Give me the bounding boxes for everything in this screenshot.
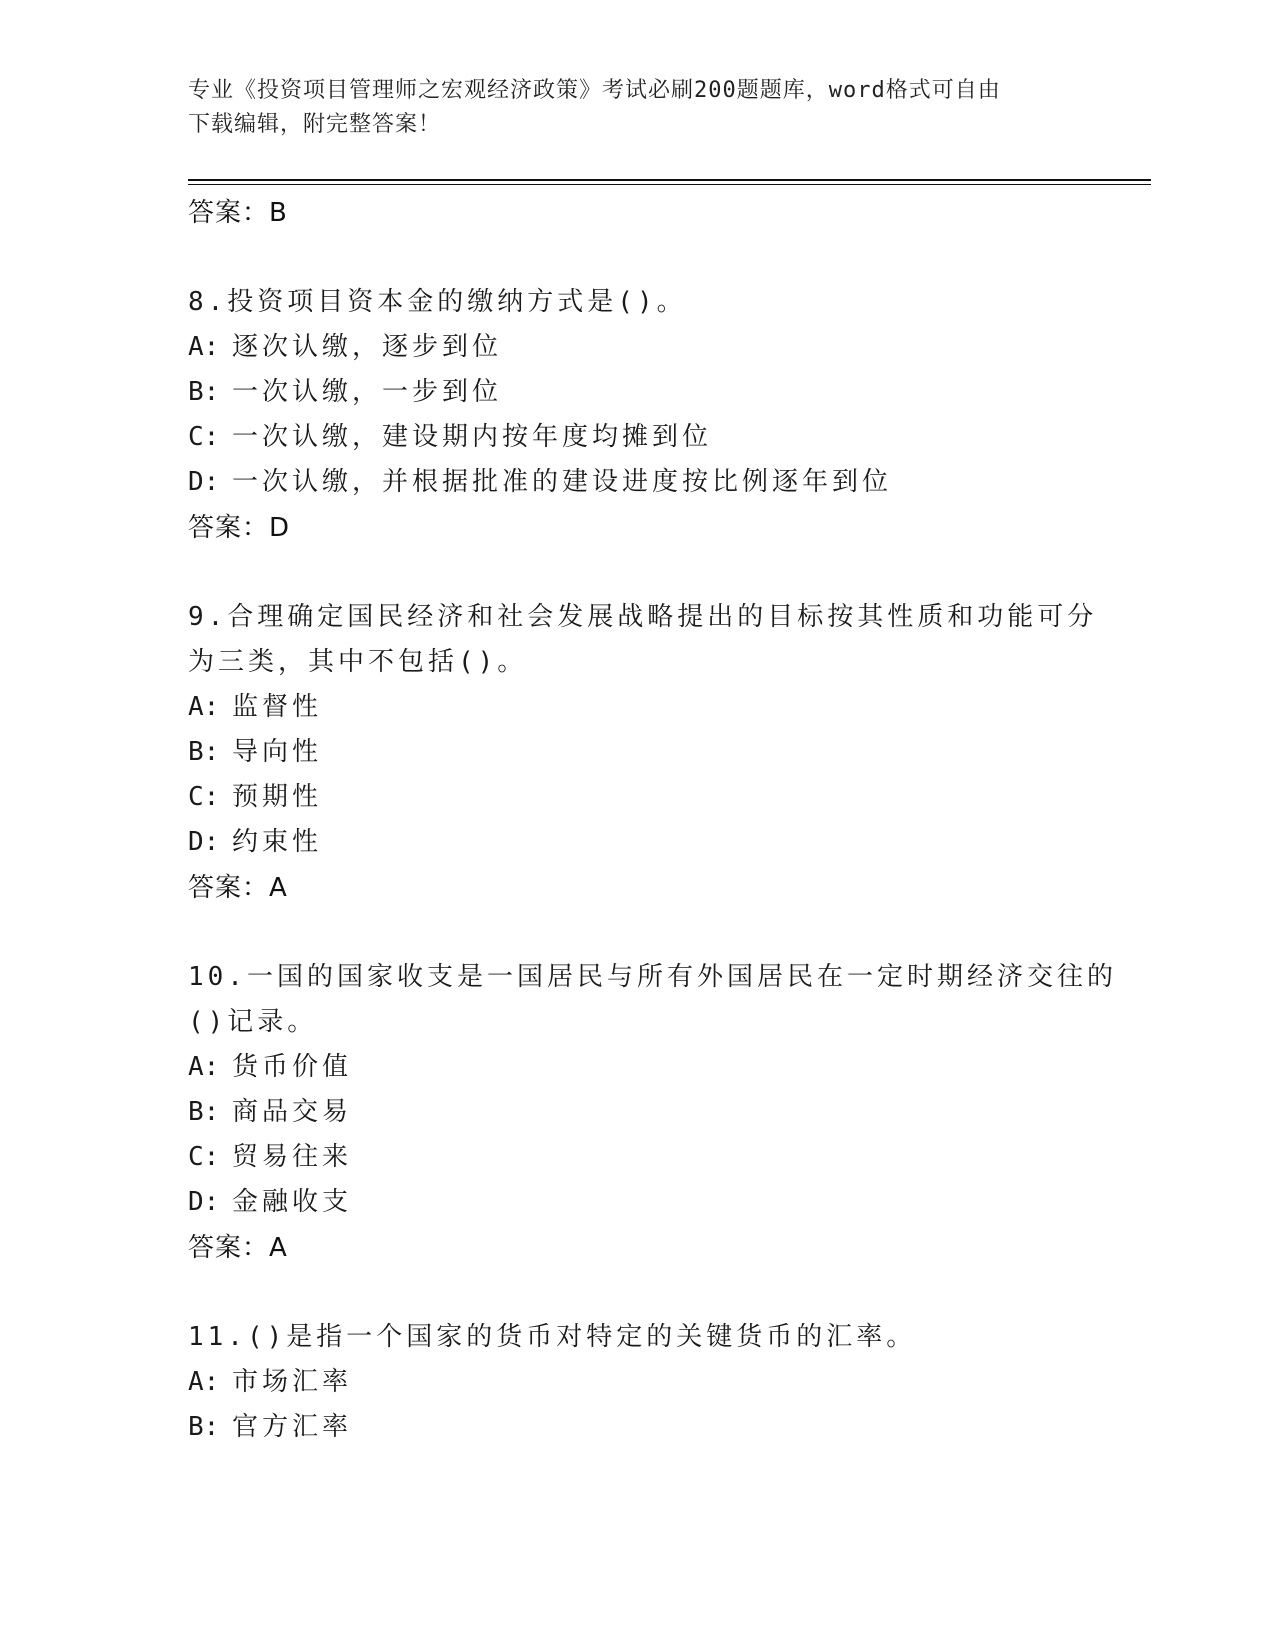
answer-line: 答案：A [188, 872, 288, 903]
question-9 [188, 595, 1098, 910]
option-c [188, 775, 1088, 820]
option-c [188, 1135, 1088, 1180]
option-text: 官方汇率 [232, 1412, 353, 1442]
option-text: 导向性 [232, 737, 323, 767]
question-text-cont: ()记录。 [188, 1007, 318, 1037]
header-divider-thin [188, 184, 1151, 185]
option-key: B: [188, 1412, 220, 1442]
option-key: D: [188, 827, 220, 857]
header-line-1: 专业《投资项目管理师之宏观经济政策》考试必刷200题题库，word格式可自由 [188, 78, 1001, 103]
question-11 [188, 1315, 1088, 1450]
option-key: B: [188, 737, 220, 767]
option-text: 一次认缴，并根据批准的建设进度按比例逐年到位 [232, 467, 893, 497]
document-header [188, 74, 1068, 142]
answer-line: 答案：D [188, 512, 291, 543]
option-key: D: [188, 467, 220, 497]
question-text: 10.一国的国家收支是一国居民与所有外国居民在一定时期经济交往的 [188, 962, 1117, 992]
question-10 [188, 955, 1117, 1270]
option-d [188, 1180, 1088, 1225]
question-text-cont: 为三类，其中不包括()。 [188, 647, 528, 677]
answer-line: 答案：A [188, 1232, 288, 1263]
option-b [188, 370, 1088, 415]
option-key: A: [188, 1052, 220, 1082]
option-text: 金融收支 [232, 1187, 353, 1217]
option-key: B: [188, 377, 220, 407]
option-b [188, 1405, 1088, 1450]
option-a [188, 1045, 1088, 1090]
option-text: 市场汇率 [232, 1367, 353, 1397]
option-key: B: [188, 1097, 220, 1127]
option-key: C: [188, 1142, 220, 1172]
option-a [188, 1360, 1088, 1405]
question-text: 8.投资项目资本金的缴纳方式是()。 [188, 287, 687, 317]
header-line-2: 下载编辑，附完整答案！ [188, 112, 442, 137]
option-text: 货币价值 [232, 1052, 353, 1082]
option-key: D: [188, 1187, 220, 1217]
option-text: 逐次认缴，逐步到位 [232, 332, 503, 362]
option-key: C: [188, 782, 220, 812]
option-text: 预期性 [232, 782, 323, 812]
option-key: A: [188, 1367, 220, 1397]
option-text: 一次认缴，建设期内按年度均摊到位 [232, 422, 713, 452]
option-b [188, 1090, 1088, 1135]
option-text: 贸易往来 [232, 1142, 353, 1172]
option-d [188, 460, 1088, 505]
option-text: 商品交易 [232, 1097, 353, 1127]
question-text: 9.合理确定国民经济和社会发展战略提出的目标按其性质和功能可分 [188, 602, 1098, 632]
header-divider-thick [188, 179, 1151, 181]
option-c [188, 415, 1088, 460]
option-a [188, 325, 1088, 370]
option-text: 一次认缴，一步到位 [232, 377, 503, 407]
option-key: A: [188, 332, 220, 362]
answer-line: 答案：B [188, 197, 288, 228]
option-d [188, 820, 1088, 865]
option-key: A: [188, 692, 220, 722]
option-text: 约束性 [232, 827, 323, 857]
option-b [188, 730, 1088, 775]
option-a [188, 685, 1088, 730]
question-8 [188, 280, 1088, 550]
option-text: 监督性 [232, 692, 323, 722]
option-key: C: [188, 422, 220, 452]
question-text: 11.()是指一个国家的货币对特定的关键货币的汇率。 [188, 1322, 917, 1352]
question-content [188, 190, 1117, 1450]
